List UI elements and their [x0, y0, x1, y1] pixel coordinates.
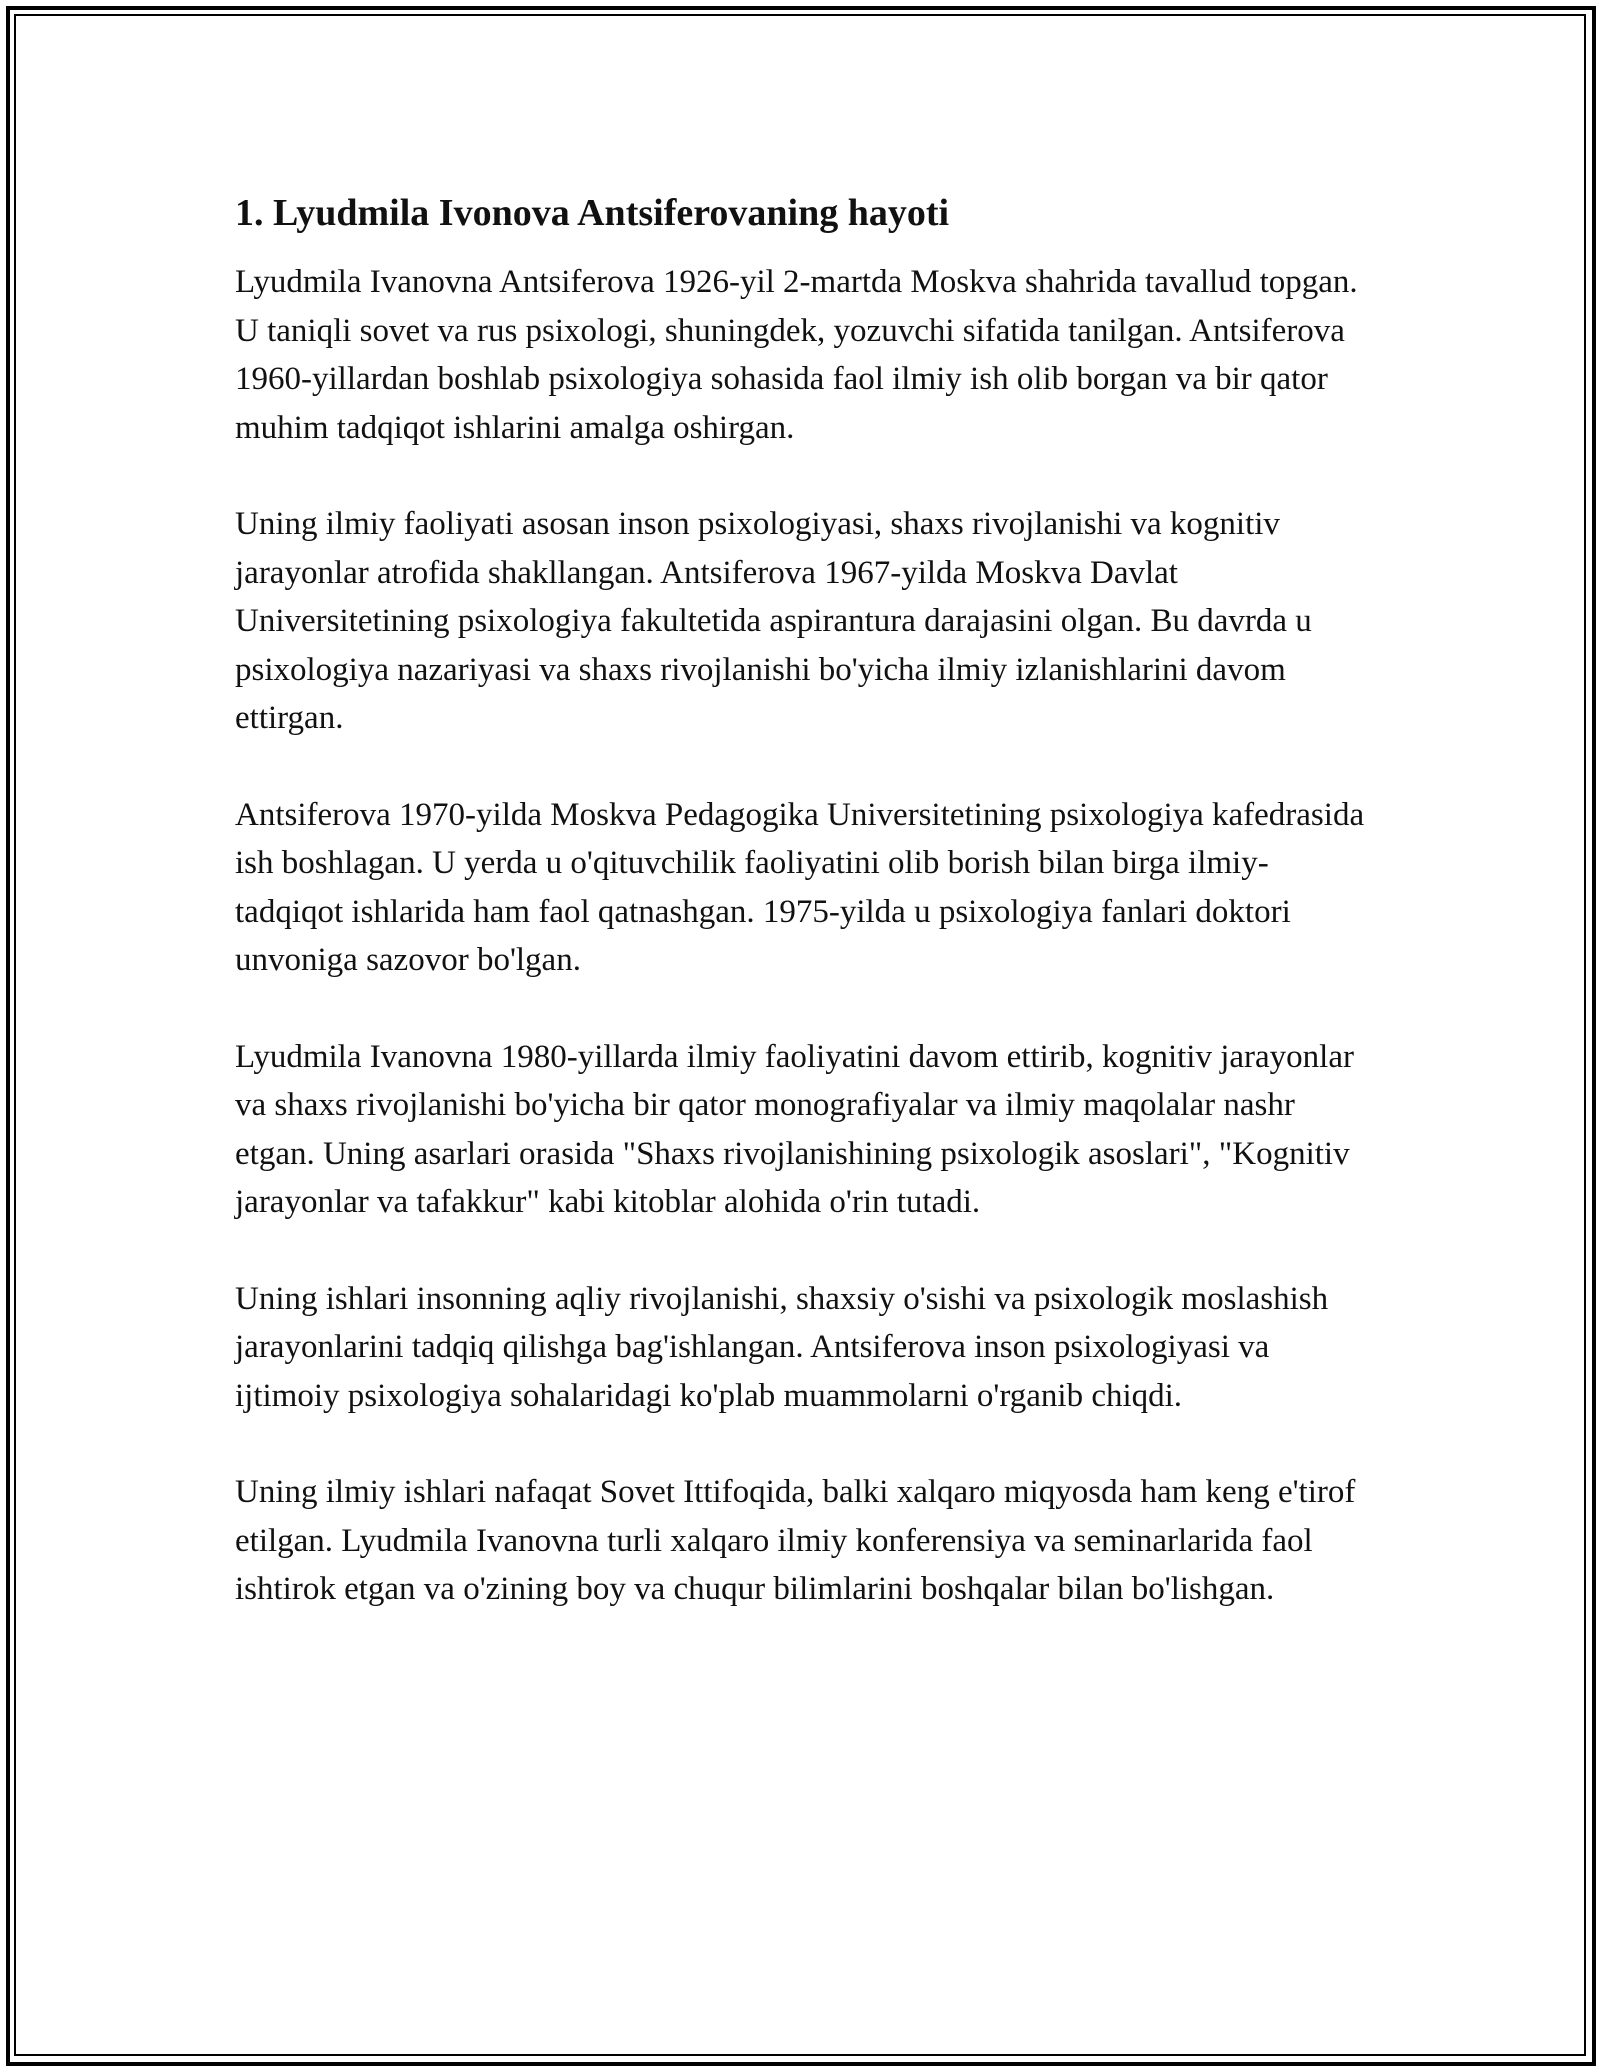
- paragraph-5: Uning ishlari insonning aqliy rivojlanishi, shaxsiy o'sishi va psixologik moslashish jarayonlarini tadqiq qilishga bag'ishlangan. Antsiferova inson psixologiyasi va ijtimoiy psixologiya sohalaridagi ko'plab muammolarni o'rganib chiqdi.: [235, 1280, 1329, 1414]
- paragraph-6: Uning ilmiy ishlari nafaqat Sovet Ittifoqida, balki xalqaro miqyosda ham keng e'tirof etilgan. Lyudmila Ivanovna turli xalqaro ilmiy konferensiya va seminarlarida faol ishtirok etgan va o'zining boy va chuqur bilimlarini boshqalar bilan bo'lishgan.: [235, 1474, 1356, 1607]
- section-title: 1. Lyudmila Ivonova Antsiferovaning hayoti: [235, 192, 950, 234]
- paragraph-1: Lyudmila Ivanovna Antsiferova 1926-yil 2-martda Moskva shahrida tavallud topgan. U taniqli sovet va rus psixologi, shuningdek, yozuvchi sifatida tanilgan. Antsiferova 1960-yillardan boshlab psixologiya sohasida faol ilmiy ish olib borgan va bir qator muhim tadqiqot ishlarini amalga oshirgan.: [235, 264, 1358, 446]
- paragraph-4: Lyudmila Ivanovna 1980-yillarda ilmiy faoliyatini davom ettirib, kognitiv jarayonlar va shaxs rivojlanishi bo'yicha bir qator monografiyalar va ilmiy maqolalar nashr etgan. Uning asarlari orasida "Shaxs rivojlanishining psixologik asoslari", "Kognitiv jarayonlar va tafakkur" kabi kitoblar alohida o'rin tutadi.: [235, 1038, 1354, 1220]
- document-body: [235, 182, 1375, 1662]
- paragraph-2: Uning ilmiy faoliyati asosan inson psixologiyasi, shaxs rivojlanishi va kognitiv jarayonlar atrofida shakllangan. Antsiferova 1967-yilda Moskva Davlat Universitetining psixologiya fakultetida aspirantura darajasini olgan. Bu davrda u psixologiya nazariyasi va shaxs rivojlanishi bo'yicha ilmiy izlanishlarini davom ettirgan.: [235, 506, 1312, 736]
- paragraph-3: Antsiferova 1970-yilda Moskva Pedagogika Universitetining psixologiya kafedrasida ish boshlagan. U yerda u o'qituvchilik faoliyatini olib borish bilan birga ilmiy-tadqiqot ishlarida ham faol qatnashgan. 1975-yilda u psixologiya fanlari doktori unvoniga sazovor bo'lgan.: [235, 796, 1365, 978]
